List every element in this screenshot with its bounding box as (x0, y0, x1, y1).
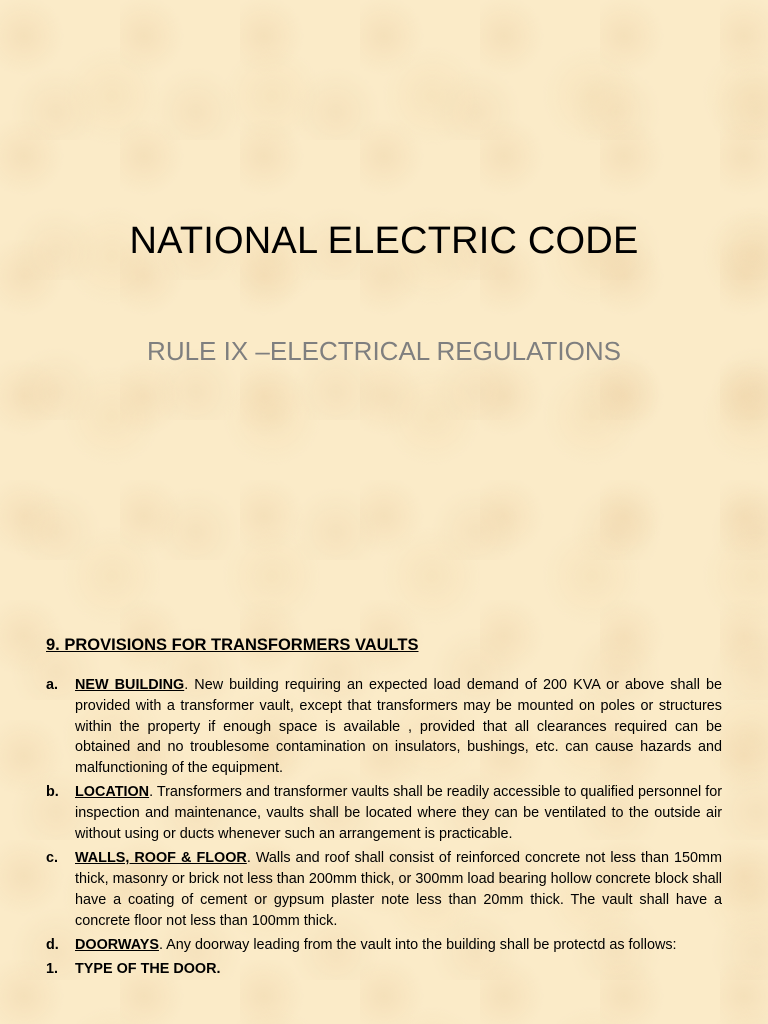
item-text: . Walls and roof shall consist of reinforced concrete not less than 150mm thick, masonry or brick not less than 200mm thick, or 300mm load bearing hollow concrete block shall have a coating of cement or gypsum plaster note less than 20mm thick. The vault shall have a concrete floor not less than 100mm thick. (75, 850, 722, 929)
item-term: NEW BUILDING (75, 677, 185, 693)
slide-subtitle: RULE IX –ELECTRICAL REGULATIONS (147, 336, 621, 366)
list-item (46, 675, 722, 779)
list-marker: c. (46, 850, 59, 867)
item-text: . New building requiring an expected load demand of 200 KVA or above shall be provided with a transformer vault, except that transformers may be mounted on poles or structures within the property if enough space is available , provided that all clearances required can be obtained and no troublesome contamination on insulators, bushings, etc. can cause hazards and malfunctioning of the equipment. (75, 677, 722, 777)
item-text: . Transformers and transformer vaults shall be readily accessible to qualified personnel for inspection and maintenance, vaults shall be located where they can be ventilated to the outside air without using or ducts whenever such an arrangement is practicable. (75, 784, 722, 843)
item-term: WALLS, ROOF & FLOOR (75, 850, 247, 867)
item-label: TYPE OF THE DOOR. (75, 961, 221, 978)
list-marker: b. (46, 784, 59, 801)
list-item (46, 782, 722, 844)
slide-title: NATIONAL ELECTRIC CODE (129, 220, 639, 262)
list-marker: 1. (46, 961, 59, 978)
list-item (46, 935, 722, 956)
item-text: . Any doorway leading from the vault into the building shall be protectd as follows: (158, 937, 677, 954)
list-marker: a. (46, 677, 59, 693)
content-slide (0, 576, 768, 1024)
item-term: DOORWAYS (75, 937, 159, 954)
list-item (46, 959, 722, 980)
provisions-list (46, 675, 722, 984)
list-marker: d. (46, 937, 59, 954)
section-heading: 9. PROVISIONS FOR TRANSFORMERS VAULTS (46, 636, 419, 654)
item-term: LOCATION (75, 784, 150, 801)
list-item (46, 848, 722, 931)
